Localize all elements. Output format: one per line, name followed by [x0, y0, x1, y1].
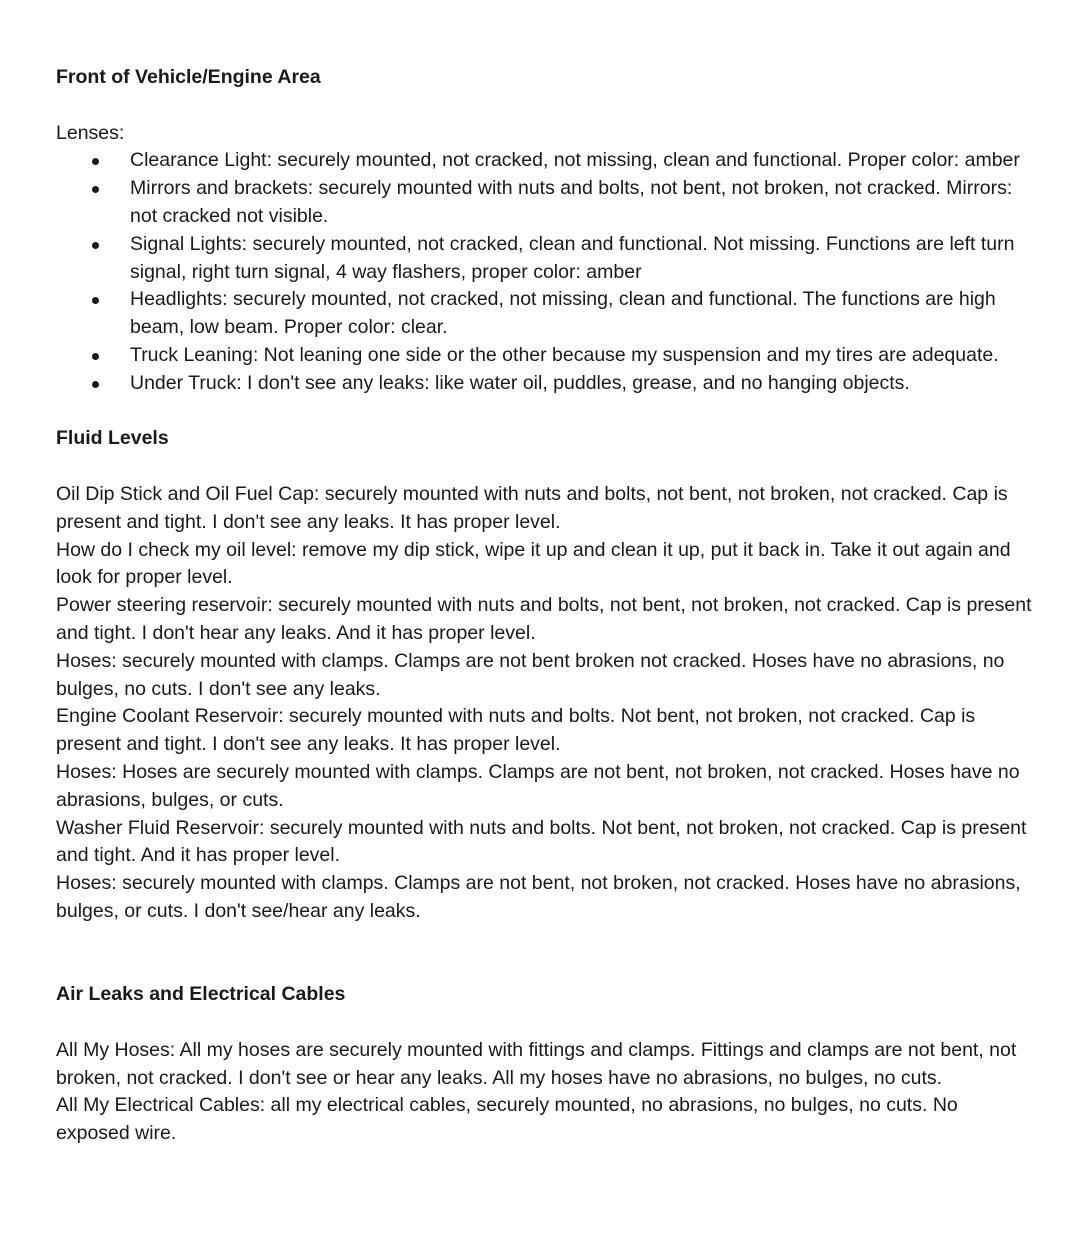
paragraph: Oil Dip Stick and Oil Fuel Cap: securely mounted with nuts and bolts, not bent, not broken, not cracked. Cap is present and tight. I don't see any leaks. It has proper level. — [56, 482, 1008, 533]
bullet-icon — [92, 186, 99, 193]
section-heading-fluid: Fluid Levels — [56, 427, 169, 450]
paragraph: Engine Coolant Reservoir: securely mounted with nuts and bolts. Not bent, not broken, not cracked. Cap is present and tight. I don't see any leaks. It has proper level. — [56, 705, 976, 756]
bullet-icon — [92, 381, 99, 388]
paragraph: Hoses: Hoses are securely mounted with clamps. Clamps are not bent, not broken, not cracked. Hoses have no abrasions, bulges, or cuts. — [56, 760, 1020, 811]
list-item: Truck Leaning: Not leaning one side or the other because my suspension and my tires are adequate. — [56, 342, 1036, 370]
paragraph: How do I check my oil level: remove my dip stick, wipe it up and clean it up, put it back in. Take it out again and look for proper level. — [56, 538, 1011, 589]
bullet-icon — [92, 242, 99, 249]
document-page — [56, 64, 1036, 1148]
paragraph: Hoses: securely mounted with clamps. Clamps are not bent broken not cracked. Hoses have no abrasions, no bulges, no cuts. I don't see any leaks. — [56, 649, 1005, 700]
paragraph: Power steering reservoir: securely mounted with nuts and bolts, not bent, not broken, not cracked. Cap is present and tight. I don't hear any leaks. And it has proper level. — [56, 594, 1032, 644]
section-heading-air: Air Leaks and Electrical Cables — [56, 983, 346, 1006]
paragraph: All My Hoses: All my hoses are securely mounted with fittings and clamps. Fittings and clamps are not bent, not broken, not cracked. I don't see or hear any leaks. All my hoses have no abrasions, no bulges, no cuts. — [56, 1038, 1017, 1089]
bullet-icon — [92, 297, 99, 304]
list-item: Signal Lights: securely mounted, not cracked, clean and functional. Not missing. Functions are left turn signal, right turn signal, 4 way flashers, proper color: amber — [56, 231, 1036, 287]
bullet-icon — [92, 158, 99, 165]
lenses-label: Lenses: — [56, 121, 125, 144]
list-item: Clearance Light: securely mounted, not cracked, not missing, clean and functional. Proper color: amber — [56, 147, 1036, 175]
lenses-list — [56, 147, 1036, 397]
paragraph: Washer Fluid Reservoir: securely mounted with nuts and bolts. Not bent, not broken, not cracked. Cap is present and tight. And it has proper level. — [56, 816, 1027, 867]
section-heading-front: Front of Vehicle/Engine Area — [56, 66, 321, 88]
paragraph: Hoses: securely mounted with clamps. Clamps are not bent, not broken, not cracked. Hoses have no abrasions, bulges, or cuts. I don't see/hear any leaks. — [56, 872, 1021, 922]
list-item: Headlights: securely mounted, not cracked, not missing, clean and functional. The functions are high beam, low beam. Proper color: clear. — [56, 286, 1036, 342]
list-item: Mirrors and brackets: securely mounted with nuts and bolts, not bent, not broken, not cracked. Mirrors: not cracked not visible. — [56, 175, 1036, 231]
list-item: Under Truck: I don't see any leaks: like water oil, puddles, grease, and no hanging objects. — [56, 370, 1036, 398]
bullet-icon — [92, 353, 99, 360]
paragraph: All My Electrical Cables: all my electrical cables, securely mounted, no abrasions, no bulges, no cuts. No exposed wire. — [56, 1094, 958, 1145]
